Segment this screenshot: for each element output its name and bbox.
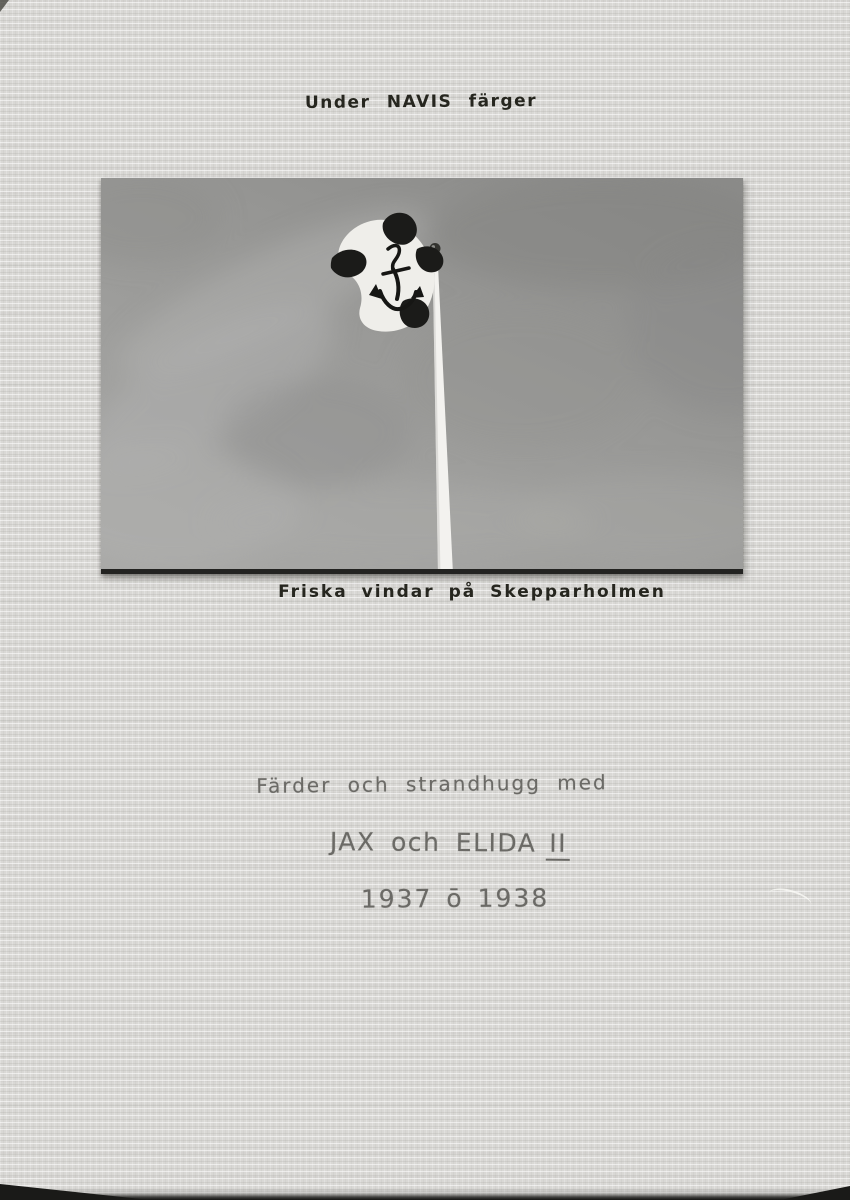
photo-bottom-edge-line xyxy=(101,569,743,574)
flagpole-photo xyxy=(101,178,743,574)
scan-edge-top-left xyxy=(0,0,9,12)
header-caption: Under NAVIS färger xyxy=(304,90,538,114)
roman-numeral-underlined: II xyxy=(546,829,570,861)
pencil-caption-line3: 1937 ō 1938 xyxy=(360,883,550,914)
photo-caption: Friska vindar på Skepparholmen xyxy=(278,582,666,602)
pencil-caption-line2 xyxy=(330,827,570,858)
boat-names: JAX och ELIDA xyxy=(329,827,537,858)
flagpole-photo-graphic xyxy=(101,178,743,574)
pencil-caption-line1: Färder och strandhugg med xyxy=(256,770,608,798)
paper-scratch-mark xyxy=(766,884,813,913)
